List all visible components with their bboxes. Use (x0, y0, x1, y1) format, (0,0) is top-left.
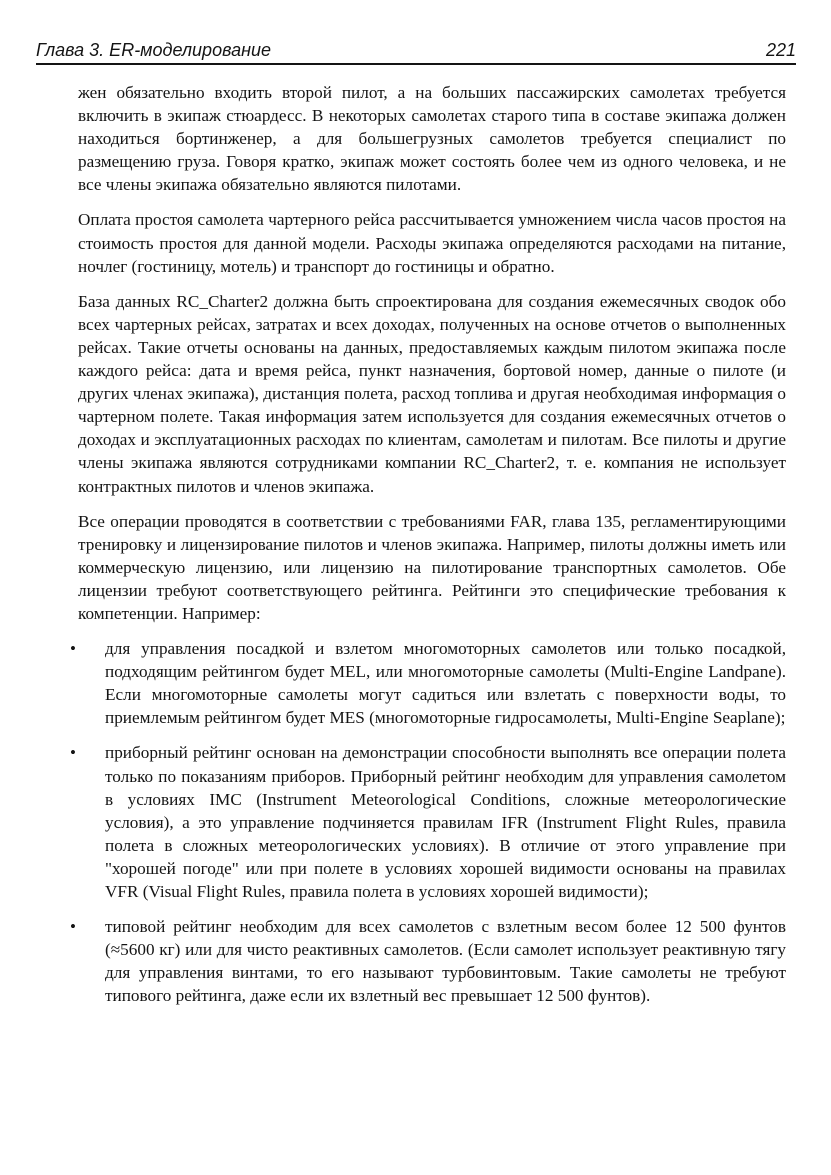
paragraph-downtime: Оплата простоя самолета чартерного рейса рассчитывается умножением числа часов простоя на стоимость простоя для данной модели. Расходы экипажа определяются расходами на питание, ночлег (гостиницу, мотель) и транспорт до гостиницы и обратно. (78, 210, 786, 276)
paragraph-crew: жен обязательно входить второй пилот, а на больших пассажирских самолетах требуется включить в экипаж стюардесс. В некоторых самолетах старого типа в составе экипажа должен находиться бортинженер, а для большегрузных самолетов требуется специалист по размещению груза. Говоря кратко, экипаж может состоять более чем из одного человека, и не все члены экипажа обязательно являются пилотами. (78, 83, 786, 195)
paragraph-far: Все операции проводятся в соответствии с требованиями FAR, глава 135, регламентирующими тренировку и лицензирование пилотов и членов экипажа. Например, пилоты должны иметь или коммерческую лицензию, или лицензию на пилотирование транспортных самолетов. Обе лицензии требуют соответствующего рейтинга. Рейтинги это специфические требования к компетенции. Например: (78, 511, 786, 623)
header-divider (36, 63, 796, 65)
bullet-icon: • (70, 639, 76, 659)
list-item (70, 915, 786, 1007)
list-item-text: приборный рейтинг основан на демонстрации способности выполнять все операции полета только по показаниям приборов. Приборный рейтинг необходим для управления самолетом в условиях IMC (Instrument Meteorological Conditions, сложные метеорологические условия), а это управление подчиняется правилам IFR (Instrument Flight Rules, правила полета в сложных метеорологических условиях). В отличие от этого управление при "хорошей погоде" или при полете в условиях хорошей видимости основаны на правилах VFR (Visual Flight Rules, правила полета в условиях хорошей видимости); (105, 743, 786, 901)
body-text (70, 81, 786, 1019)
chapter-title: Глава 3. ER-моделирование (36, 40, 272, 60)
page-number: 221 (765, 40, 796, 60)
list-item-text: типовой рейтинг необходим для всех самолетов с взлетным весом более 12 500 фунтов (≈5600 кг) или для чисто реактивных самолетов. (Если самолет использует реактивную тягу для управления винтами, то его называют турбовинтовым. Такие самолеты не требуют типового рейтинга, даже если их взлетный вес превышает 12 500 фунтов). (105, 917, 786, 1006)
paragraph-database: База данных RC_Charter2 должна быть спроектирована для создания ежемесячных сводок обо всех чартерных рейсах, затратах и всех доходах, полученных на основе отчетов о выполненных рейсах. Такие отчеты основаны на данных, предоставляемых каждым пилотом экипажа после каждого рейса: дата и время рейса, пункт назначения, бортовой номер, данные о пилоте (и других членах экипажа), дистанция полета, расход топлива и другая необходимая информация о чартерном полете. Такая информация затем используется для создания ежемесячных отчетов о доходах и эксплуатационных расходах по клиентам, самолетам и пилотам. Все пилоты и другие члены экипажа являются сотрудниками компании RC_Charter2, т. е. компания не использует контрактных пилотов и членов экипажа. (78, 291, 786, 496)
list-item-text: для управления посадкой и взлетом многомоторных самолетов или только посадкой, подходящим рейтингом будет MEL, или многомоторные самолеты (Multi-Engine Landpane). Если многомоторные самолеты могут садиться или взлетать с поверхности воды, то приемлемым рейтингом будет MES (многомоторные гидросамолеты, Multi-Engine Seaplane); (105, 639, 786, 728)
bullet-icon: • (70, 917, 76, 937)
running-header (36, 38, 796, 66)
list-item (70, 637, 786, 729)
bullet-icon: • (70, 743, 76, 763)
list-item (70, 741, 786, 903)
ratings-list (70, 637, 786, 1007)
